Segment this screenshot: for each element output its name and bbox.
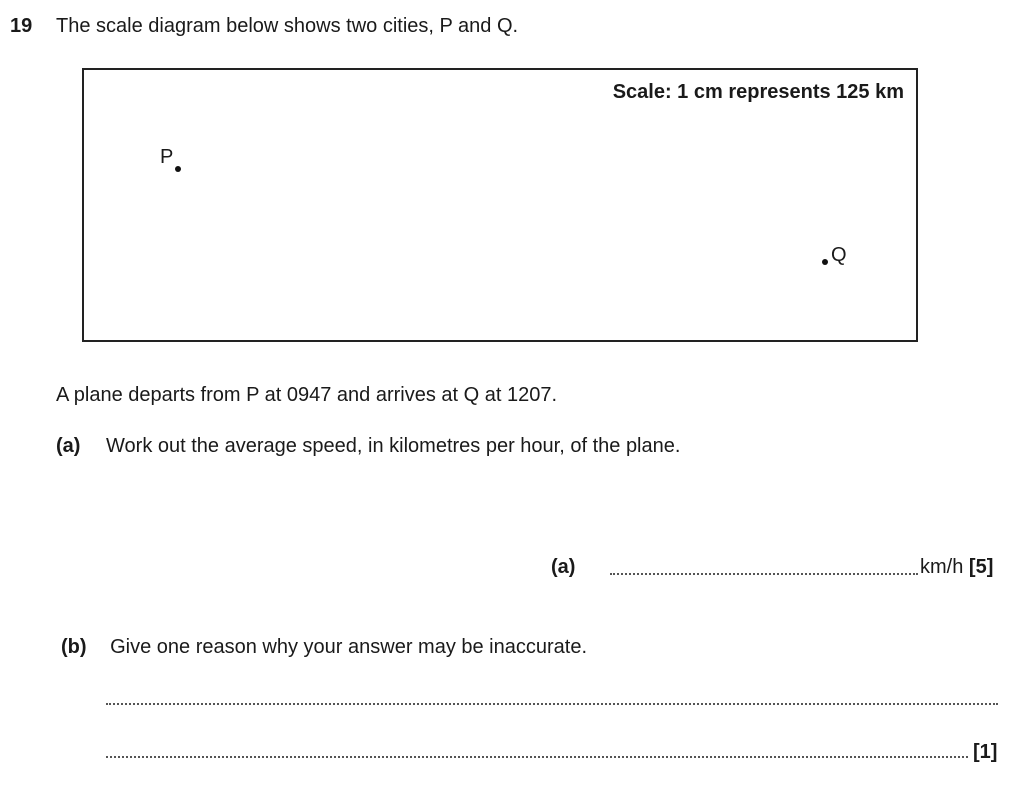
answer-a-label: (a) <box>551 556 576 578</box>
scale-label: Scale: 1 cm represents 125 km <box>612 81 904 103</box>
part-a-text: Work out the average speed, in kilometres per hour, of the plane. <box>106 435 681 457</box>
answer-b-line-2[interactable] <box>106 756 968 758</box>
part-a-question <box>56 435 680 458</box>
answer-b-marks: [1] <box>973 741 998 763</box>
city-p-dot <box>175 166 181 172</box>
answer-a-unit-marks <box>920 556 993 579</box>
answer-b-line-1[interactable] <box>106 703 998 705</box>
city-p-label: P <box>160 146 174 168</box>
part-b-text: Give one reason why your answer may be inaccurate. <box>110 636 588 658</box>
city-q-label: Q <box>831 244 847 266</box>
question-stem: A plane departs from P at 0947 and arrives at Q at 1207. <box>56 384 558 406</box>
answer-a-unit: km/h <box>920 556 964 578</box>
scale-diagram <box>82 68 918 342</box>
question-intro: The scale diagram below shows two cities, P and Q. <box>56 15 519 37</box>
part-b-letter: (b) <box>61 636 87 658</box>
answer-a-marks: [5] <box>968 556 994 578</box>
city-q-dot <box>822 259 828 265</box>
part-b-question <box>61 636 587 659</box>
answer-a-line[interactable] <box>610 573 918 575</box>
question-number: 19 <box>10 15 33 37</box>
part-a-letter: (a) <box>56 435 81 457</box>
